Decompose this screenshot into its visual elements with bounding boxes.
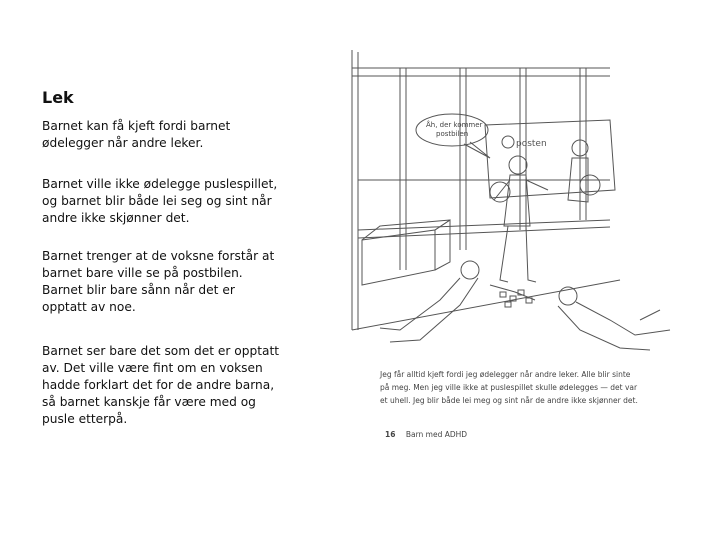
paragraph-line: og barnet blir både lei seg og sint når: [42, 194, 272, 208]
page-title: Lek: [42, 88, 74, 107]
caption-line: Jeg får alltid kjeft fordi jeg ødelegger når andre leker. Alle blir sinte: [380, 370, 631, 379]
paragraph-line: hadde forklart det for de andre barna,: [42, 378, 275, 392]
page-number: 16: [385, 430, 396, 439]
post-sign: posten: [516, 139, 547, 149]
paragraph-line: Barnet ville ikke ødelegge puslespillet,: [42, 177, 278, 191]
paragraph-line: barnet bare ville se på postbilen.: [42, 266, 243, 280]
paragraph-1: [42, 118, 282, 152]
paragraph-2: [42, 176, 282, 227]
page-footer: [385, 430, 467, 439]
standing-child: [494, 156, 548, 282]
lying-children: [380, 261, 670, 350]
paragraph-3: [42, 248, 282, 316]
paragraph-line: Barnet blir bare sånn når det er: [42, 283, 235, 297]
speech-line: postbilen: [436, 130, 469, 138]
paragraph-line: ødelegger når andre leker.: [42, 136, 204, 150]
paragraph-line: av. Det ville være fint om en voksen: [42, 361, 263, 375]
footer-title: Barn med ADHD: [405, 430, 468, 439]
paragraph-line: opptatt av noe.: [42, 300, 136, 314]
paragraph-line: Barnet ser bare det som det er opptatt: [42, 344, 279, 358]
paragraph-line: andre ikke skjønner det.: [42, 211, 190, 225]
paragraph-4: [42, 343, 282, 428]
caption-line: et uhell. Jeg blir både lei meg og sint når de andre ikke skjønner det.: [380, 396, 638, 405]
paragraph-line: så barnet kanskje får være med og: [42, 395, 256, 409]
caption-line: på meg. Men jeg ville ikke at puslespillet skulle ødelegges — det var: [380, 383, 638, 392]
speech-line: Åh, der kommer: [426, 121, 483, 129]
post-van: [485, 120, 615, 202]
illustration-caption: [380, 368, 638, 407]
paragraph-line: pusle etterpå.: [42, 412, 128, 426]
paragraph-line: Barnet trenger at de voksne forstår at: [42, 249, 275, 263]
paragraph-line: Barnet kan få kjeft fordi barnet: [42, 119, 231, 133]
